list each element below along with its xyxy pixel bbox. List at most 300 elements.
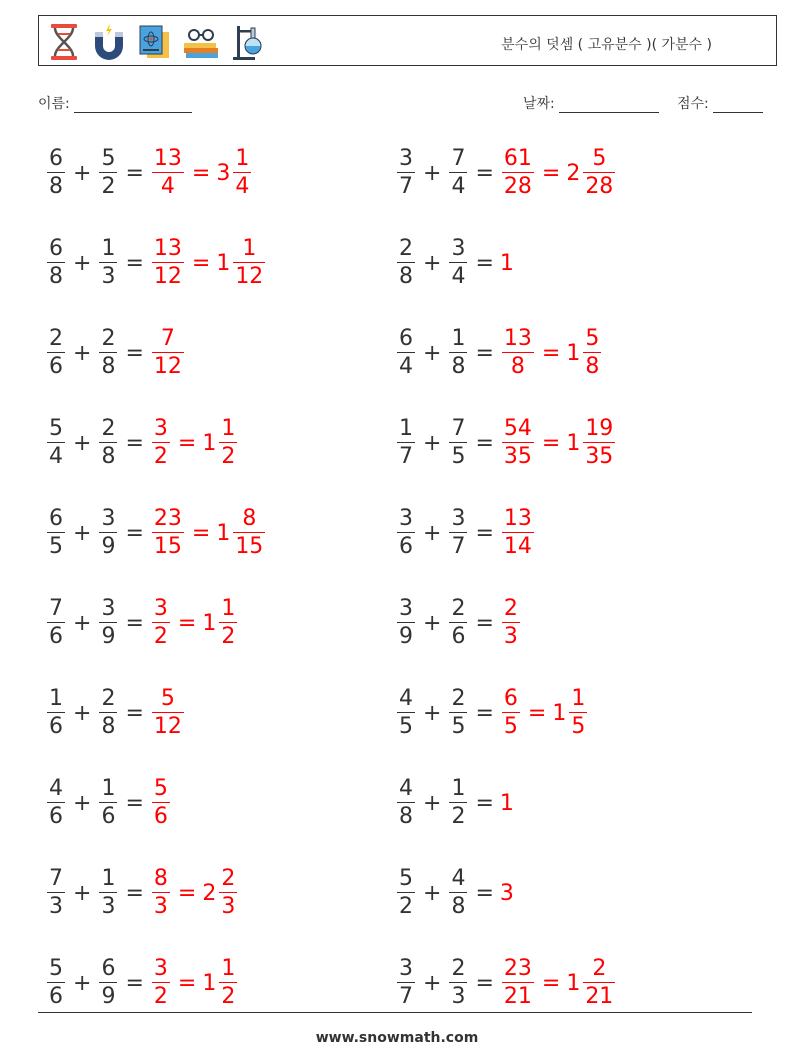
equals-sign: = bbox=[527, 700, 547, 726]
mixed-whole: 1 bbox=[202, 610, 217, 636]
addend-fraction bbox=[449, 865, 467, 920]
equals-sign: = bbox=[177, 880, 197, 906]
answer bbox=[150, 505, 267, 560]
denominator: 4 bbox=[49, 444, 63, 470]
numerator: 5 bbox=[49, 415, 63, 441]
numerator: 3 bbox=[153, 955, 168, 981]
answer-fraction bbox=[152, 415, 170, 470]
answer bbox=[150, 775, 172, 830]
addend-fraction bbox=[397, 685, 415, 740]
numerator: 6 bbox=[49, 235, 63, 261]
addend-fraction bbox=[397, 955, 415, 1010]
numerator: 6 bbox=[503, 685, 518, 711]
addend-fraction bbox=[47, 325, 65, 380]
denominator: 3 bbox=[451, 984, 466, 1010]
numerator: 3 bbox=[153, 415, 168, 441]
denominator: 5 bbox=[571, 714, 586, 740]
numerator: 5 bbox=[153, 775, 168, 801]
plus-sign: + bbox=[73, 520, 92, 546]
answer-fraction bbox=[152, 235, 184, 290]
answer bbox=[500, 791, 514, 816]
equals-sign: = bbox=[541, 340, 561, 366]
mixed-whole: 1 bbox=[566, 340, 581, 366]
denominator: 2 bbox=[221, 444, 236, 470]
mixed-fraction bbox=[583, 145, 615, 200]
plus-sign: + bbox=[423, 250, 442, 276]
denominator: 4 bbox=[451, 174, 466, 200]
denominator: 3 bbox=[101, 894, 116, 920]
mixed-fraction bbox=[583, 955, 615, 1010]
numerator: 4 bbox=[451, 865, 466, 891]
answer bbox=[500, 685, 589, 740]
numerator: 2 bbox=[49, 325, 63, 351]
denominator: 7 bbox=[399, 444, 413, 470]
equals-sign: = bbox=[177, 610, 197, 636]
answer-fraction bbox=[152, 775, 170, 830]
equals-sign: = bbox=[475, 340, 494, 366]
numerator: 1 bbox=[221, 955, 236, 981]
problem-item bbox=[395, 593, 522, 653]
denominator: 12 bbox=[153, 264, 182, 290]
denominator: 12 bbox=[153, 714, 182, 740]
answer-fraction bbox=[502, 685, 520, 740]
denominator: 35 bbox=[503, 444, 532, 470]
denominator: 5 bbox=[399, 714, 413, 740]
denominator: 8 bbox=[451, 894, 466, 920]
addend-fraction bbox=[47, 955, 65, 1010]
addend-fraction bbox=[47, 775, 65, 830]
denominator: 8 bbox=[49, 174, 63, 200]
numerator: 7 bbox=[451, 415, 466, 441]
dna-icon bbox=[47, 22, 81, 62]
numerator: 5 bbox=[101, 145, 116, 171]
worksheet-header bbox=[38, 15, 777, 66]
numerator: 1 bbox=[235, 145, 250, 171]
numerator: 3 bbox=[153, 595, 168, 621]
numerator: 13 bbox=[153, 145, 182, 171]
addend-fraction bbox=[47, 145, 65, 200]
score-label: 점수: bbox=[677, 96, 709, 112]
equals-sign: = bbox=[541, 160, 561, 186]
numerator: 6 bbox=[399, 325, 413, 351]
numerator: 13 bbox=[153, 235, 182, 261]
numerator: 61 bbox=[503, 145, 532, 171]
answer-fraction bbox=[502, 145, 534, 200]
equals-sign: = bbox=[125, 160, 144, 186]
equals-sign: = bbox=[125, 430, 144, 456]
denominator: 3 bbox=[49, 894, 63, 920]
numerator: 1 bbox=[101, 865, 116, 891]
denominator: 4 bbox=[160, 174, 175, 200]
problem-item bbox=[395, 233, 514, 293]
numerator: 1 bbox=[571, 685, 586, 711]
answer-integer: 3 bbox=[499, 880, 514, 906]
name-label: 이름: bbox=[38, 96, 70, 112]
equals-sign: = bbox=[125, 970, 144, 996]
denominator: 6 bbox=[49, 984, 63, 1010]
answer bbox=[500, 251, 514, 276]
denominator: 4 bbox=[451, 264, 466, 290]
problem-item bbox=[45, 323, 186, 383]
denominator: 6 bbox=[49, 804, 63, 830]
mixed-whole: 2 bbox=[566, 160, 581, 186]
equals-sign: = bbox=[475, 520, 494, 546]
books-glasses-icon bbox=[181, 22, 221, 62]
denominator: 3 bbox=[153, 894, 168, 920]
numerator: 6 bbox=[101, 955, 116, 981]
answer-integer: 1 bbox=[499, 250, 514, 276]
denominator: 15 bbox=[153, 534, 182, 560]
answer bbox=[150, 865, 239, 920]
addend-fraction bbox=[397, 415, 415, 470]
plus-sign: + bbox=[423, 880, 442, 906]
addend-fraction bbox=[397, 865, 415, 920]
denominator: 3 bbox=[221, 894, 236, 920]
denominator: 7 bbox=[399, 984, 413, 1010]
answer-fraction bbox=[502, 595, 520, 650]
answer bbox=[500, 955, 617, 1010]
addend-fraction bbox=[397, 505, 415, 560]
plus-sign: + bbox=[423, 700, 442, 726]
denominator: 14 bbox=[503, 534, 532, 560]
denominator: 6 bbox=[399, 534, 413, 560]
denominator: 7 bbox=[399, 174, 413, 200]
answer-fraction bbox=[152, 325, 184, 380]
answer bbox=[150, 955, 239, 1010]
mixed-fraction bbox=[219, 955, 237, 1010]
denominator: 3 bbox=[101, 264, 116, 290]
name-line[interactable] bbox=[74, 98, 192, 113]
equals-sign: = bbox=[125, 520, 144, 546]
problem-item bbox=[45, 863, 239, 923]
denominator: 15 bbox=[235, 534, 264, 560]
denominator: 8 bbox=[49, 264, 63, 290]
equals-sign: = bbox=[191, 520, 211, 546]
numerator: 7 bbox=[49, 595, 63, 621]
plus-sign: + bbox=[423, 520, 442, 546]
numerator: 23 bbox=[153, 505, 182, 531]
problem-item bbox=[45, 233, 267, 293]
numerator: 13 bbox=[503, 505, 532, 531]
answer-fraction bbox=[152, 505, 184, 560]
mixed-whole: 1 bbox=[202, 430, 217, 456]
denominator: 8 bbox=[510, 354, 525, 380]
addend-fraction bbox=[449, 595, 467, 650]
equals-sign: = bbox=[475, 700, 494, 726]
plus-sign: + bbox=[423, 970, 442, 996]
denominator: 12 bbox=[235, 264, 264, 290]
numerator: 3 bbox=[451, 505, 466, 531]
numerator: 2 bbox=[503, 595, 518, 621]
equals-sign: = bbox=[125, 790, 144, 816]
equals-sign: = bbox=[191, 250, 211, 276]
footer-divider bbox=[38, 1012, 752, 1013]
mixed-fraction bbox=[233, 505, 265, 560]
addend-fraction bbox=[449, 775, 467, 830]
problem-item bbox=[395, 413, 617, 473]
problem-item bbox=[45, 683, 186, 743]
addend-fraction bbox=[47, 505, 65, 560]
date-label: 날짜: bbox=[523, 96, 555, 112]
addend-fraction bbox=[397, 595, 415, 650]
numerator: 4 bbox=[399, 685, 413, 711]
numerator: 3 bbox=[399, 505, 413, 531]
equals-sign: = bbox=[177, 430, 197, 456]
addend-fraction bbox=[99, 235, 117, 290]
addend-fraction bbox=[449, 145, 467, 200]
denominator: 9 bbox=[101, 534, 116, 560]
problem-item bbox=[395, 953, 617, 1013]
numerator: 2 bbox=[221, 865, 236, 891]
addend-fraction bbox=[397, 325, 415, 380]
plus-sign: + bbox=[423, 430, 442, 456]
numerator: 1 bbox=[451, 775, 466, 801]
mixed-fraction bbox=[583, 415, 615, 470]
answer bbox=[500, 505, 536, 560]
plus-sign: + bbox=[423, 160, 442, 186]
denominator: 2 bbox=[101, 174, 116, 200]
numerator: 2 bbox=[399, 235, 413, 261]
numerator: 1 bbox=[221, 595, 236, 621]
worksheet-title: 분수의 덧셈 ( 고유분수 )( 가분수 ) bbox=[501, 37, 712, 53]
denominator: 6 bbox=[49, 354, 63, 380]
addend-fraction bbox=[449, 325, 467, 380]
problem-item bbox=[45, 503, 267, 563]
mixed-whole: 1 bbox=[552, 700, 567, 726]
denominator: 4 bbox=[235, 174, 250, 200]
addend-fraction bbox=[99, 865, 117, 920]
plus-sign: + bbox=[73, 700, 92, 726]
denominator: 8 bbox=[451, 354, 466, 380]
numerator: 2 bbox=[451, 595, 466, 621]
problem-item bbox=[395, 503, 536, 563]
plus-sign: + bbox=[73, 430, 92, 456]
numerator: 5 bbox=[585, 325, 600, 351]
denominator: 6 bbox=[153, 804, 168, 830]
addend-fraction bbox=[397, 145, 415, 200]
numerator: 19 bbox=[585, 415, 614, 441]
addend-fraction bbox=[47, 415, 65, 470]
problem-item bbox=[395, 323, 603, 383]
answer-fraction bbox=[502, 505, 534, 560]
numerator: 8 bbox=[153, 865, 168, 891]
problem-item bbox=[45, 773, 172, 833]
answer-integer: 1 bbox=[499, 790, 514, 816]
mixed-fraction bbox=[583, 325, 601, 380]
numerator: 4 bbox=[399, 775, 413, 801]
answer bbox=[150, 145, 253, 200]
answer-fraction bbox=[152, 685, 184, 740]
denominator: 2 bbox=[399, 894, 413, 920]
addend-fraction bbox=[99, 505, 117, 560]
denominator: 8 bbox=[399, 804, 413, 830]
mixed-whole: 3 bbox=[216, 160, 231, 186]
plus-sign: + bbox=[423, 610, 442, 636]
numerator: 2 bbox=[451, 955, 466, 981]
numerator: 1 bbox=[101, 775, 116, 801]
date-field[interactable] bbox=[523, 93, 659, 113]
denominator: 6 bbox=[451, 624, 466, 650]
numerator: 6 bbox=[49, 145, 63, 171]
mixed-fraction bbox=[219, 595, 237, 650]
denominator: 8 bbox=[101, 444, 116, 470]
lab-stand-flask-icon bbox=[231, 22, 265, 62]
addend-fraction bbox=[47, 685, 65, 740]
numerator: 6 bbox=[49, 505, 63, 531]
answer-fraction bbox=[152, 955, 170, 1010]
equals-sign: = bbox=[125, 340, 144, 366]
plus-sign: + bbox=[73, 880, 92, 906]
denominator: 28 bbox=[503, 174, 532, 200]
plus-sign: + bbox=[73, 610, 92, 636]
addend-fraction bbox=[99, 955, 117, 1010]
answer-fraction bbox=[502, 415, 534, 470]
addend-fraction bbox=[47, 595, 65, 650]
plus-sign: + bbox=[73, 340, 92, 366]
denominator: 4 bbox=[399, 354, 413, 380]
numerator: 7 bbox=[160, 325, 175, 351]
denominator: 28 bbox=[585, 174, 614, 200]
mixed-fraction bbox=[233, 145, 251, 200]
numerator: 2 bbox=[101, 415, 116, 441]
denominator: 9 bbox=[101, 984, 116, 1010]
answer bbox=[150, 595, 239, 650]
mixed-fraction bbox=[569, 685, 587, 740]
problem-item bbox=[45, 953, 239, 1013]
addend-fraction bbox=[99, 775, 117, 830]
mixed-whole: 1 bbox=[566, 970, 581, 996]
plus-sign: + bbox=[73, 250, 92, 276]
equals-sign: = bbox=[475, 880, 494, 906]
score-line[interactable] bbox=[713, 98, 763, 113]
numerator: 8 bbox=[242, 505, 257, 531]
mixed-fraction bbox=[219, 865, 237, 920]
numerator: 23 bbox=[503, 955, 532, 981]
numerator: 3 bbox=[101, 505, 116, 531]
denominator: 2 bbox=[221, 984, 236, 1010]
answer bbox=[500, 325, 603, 380]
equals-sign: = bbox=[541, 970, 561, 996]
numerator: 5 bbox=[49, 955, 63, 981]
addend-fraction bbox=[449, 685, 467, 740]
numerator: 5 bbox=[160, 685, 175, 711]
problem-item bbox=[395, 773, 514, 833]
denominator: 35 bbox=[585, 444, 614, 470]
denominator: 5 bbox=[503, 714, 518, 740]
denominator: 9 bbox=[101, 624, 116, 650]
numerator: 3 bbox=[399, 595, 413, 621]
numerator: 5 bbox=[592, 145, 607, 171]
denominator: 8 bbox=[585, 354, 600, 380]
answer bbox=[150, 415, 239, 470]
numerator: 7 bbox=[451, 145, 466, 171]
addend-fraction bbox=[449, 955, 467, 1010]
denominator: 7 bbox=[451, 534, 466, 560]
equals-sign: = bbox=[475, 970, 494, 996]
addend-fraction bbox=[397, 775, 415, 830]
mixed-whole: 1 bbox=[202, 970, 217, 996]
denominator: 2 bbox=[451, 804, 466, 830]
addend-fraction bbox=[99, 415, 117, 470]
answer-fraction bbox=[502, 955, 534, 1010]
answer-fraction bbox=[152, 595, 170, 650]
numerator: 2 bbox=[101, 685, 116, 711]
numerator: 2 bbox=[451, 685, 466, 711]
score-field[interactable] bbox=[677, 93, 763, 113]
problem-item bbox=[45, 143, 253, 203]
science-book-icon bbox=[137, 22, 171, 62]
plus-sign: + bbox=[423, 340, 442, 366]
equals-sign: = bbox=[125, 880, 144, 906]
mixed-fraction bbox=[233, 235, 265, 290]
plus-sign: + bbox=[73, 790, 92, 816]
addend-fraction bbox=[449, 235, 467, 290]
numerator: 5 bbox=[399, 865, 413, 891]
answer bbox=[150, 685, 186, 740]
equals-sign: = bbox=[177, 970, 197, 996]
name-field[interactable] bbox=[38, 93, 192, 113]
addend-fraction bbox=[47, 865, 65, 920]
denominator: 8 bbox=[101, 354, 116, 380]
numerator: 13 bbox=[503, 325, 532, 351]
denominator: 5 bbox=[451, 714, 466, 740]
numerator: 2 bbox=[101, 325, 116, 351]
numerator: 1 bbox=[242, 235, 257, 261]
denominator: 21 bbox=[585, 984, 614, 1010]
plus-sign: + bbox=[423, 790, 442, 816]
mixed-whole: 1 bbox=[566, 430, 581, 456]
numerator: 1 bbox=[49, 685, 63, 711]
numerator: 3 bbox=[451, 235, 466, 261]
numerator: 54 bbox=[503, 415, 532, 441]
equals-sign: = bbox=[541, 430, 561, 456]
numerator: 1 bbox=[399, 415, 413, 441]
equals-sign: = bbox=[475, 790, 494, 816]
addend-fraction bbox=[449, 415, 467, 470]
header-icons bbox=[47, 21, 265, 63]
equals-sign: = bbox=[125, 700, 144, 726]
denominator: 2 bbox=[153, 624, 168, 650]
answer-fraction bbox=[152, 865, 170, 920]
denominator: 8 bbox=[101, 714, 116, 740]
equals-sign: = bbox=[125, 250, 144, 276]
denominator: 21 bbox=[503, 984, 532, 1010]
equals-sign: = bbox=[475, 610, 494, 636]
answer-fraction bbox=[152, 145, 184, 200]
denominator: 2 bbox=[221, 624, 236, 650]
denominator: 6 bbox=[49, 714, 63, 740]
denominator: 12 bbox=[153, 354, 182, 380]
answer bbox=[150, 325, 186, 380]
footer-url: www.snowmath.com bbox=[315, 1030, 479, 1046]
plus-sign: + bbox=[73, 970, 92, 996]
mixed-whole: 1 bbox=[216, 520, 231, 546]
numerator: 3 bbox=[399, 145, 413, 171]
equals-sign: = bbox=[125, 610, 144, 636]
problem-item bbox=[395, 863, 514, 923]
problem-item bbox=[45, 593, 239, 653]
denominator: 2 bbox=[153, 984, 168, 1010]
denominator: 2 bbox=[153, 444, 168, 470]
denominator: 6 bbox=[101, 804, 116, 830]
denominator: 6 bbox=[49, 624, 63, 650]
addend-fraction bbox=[99, 325, 117, 380]
mixed-whole: 2 bbox=[202, 880, 217, 906]
numerator: 2 bbox=[592, 955, 607, 981]
date-line[interactable] bbox=[559, 98, 659, 113]
denominator: 3 bbox=[503, 624, 518, 650]
numerator: 7 bbox=[49, 865, 63, 891]
